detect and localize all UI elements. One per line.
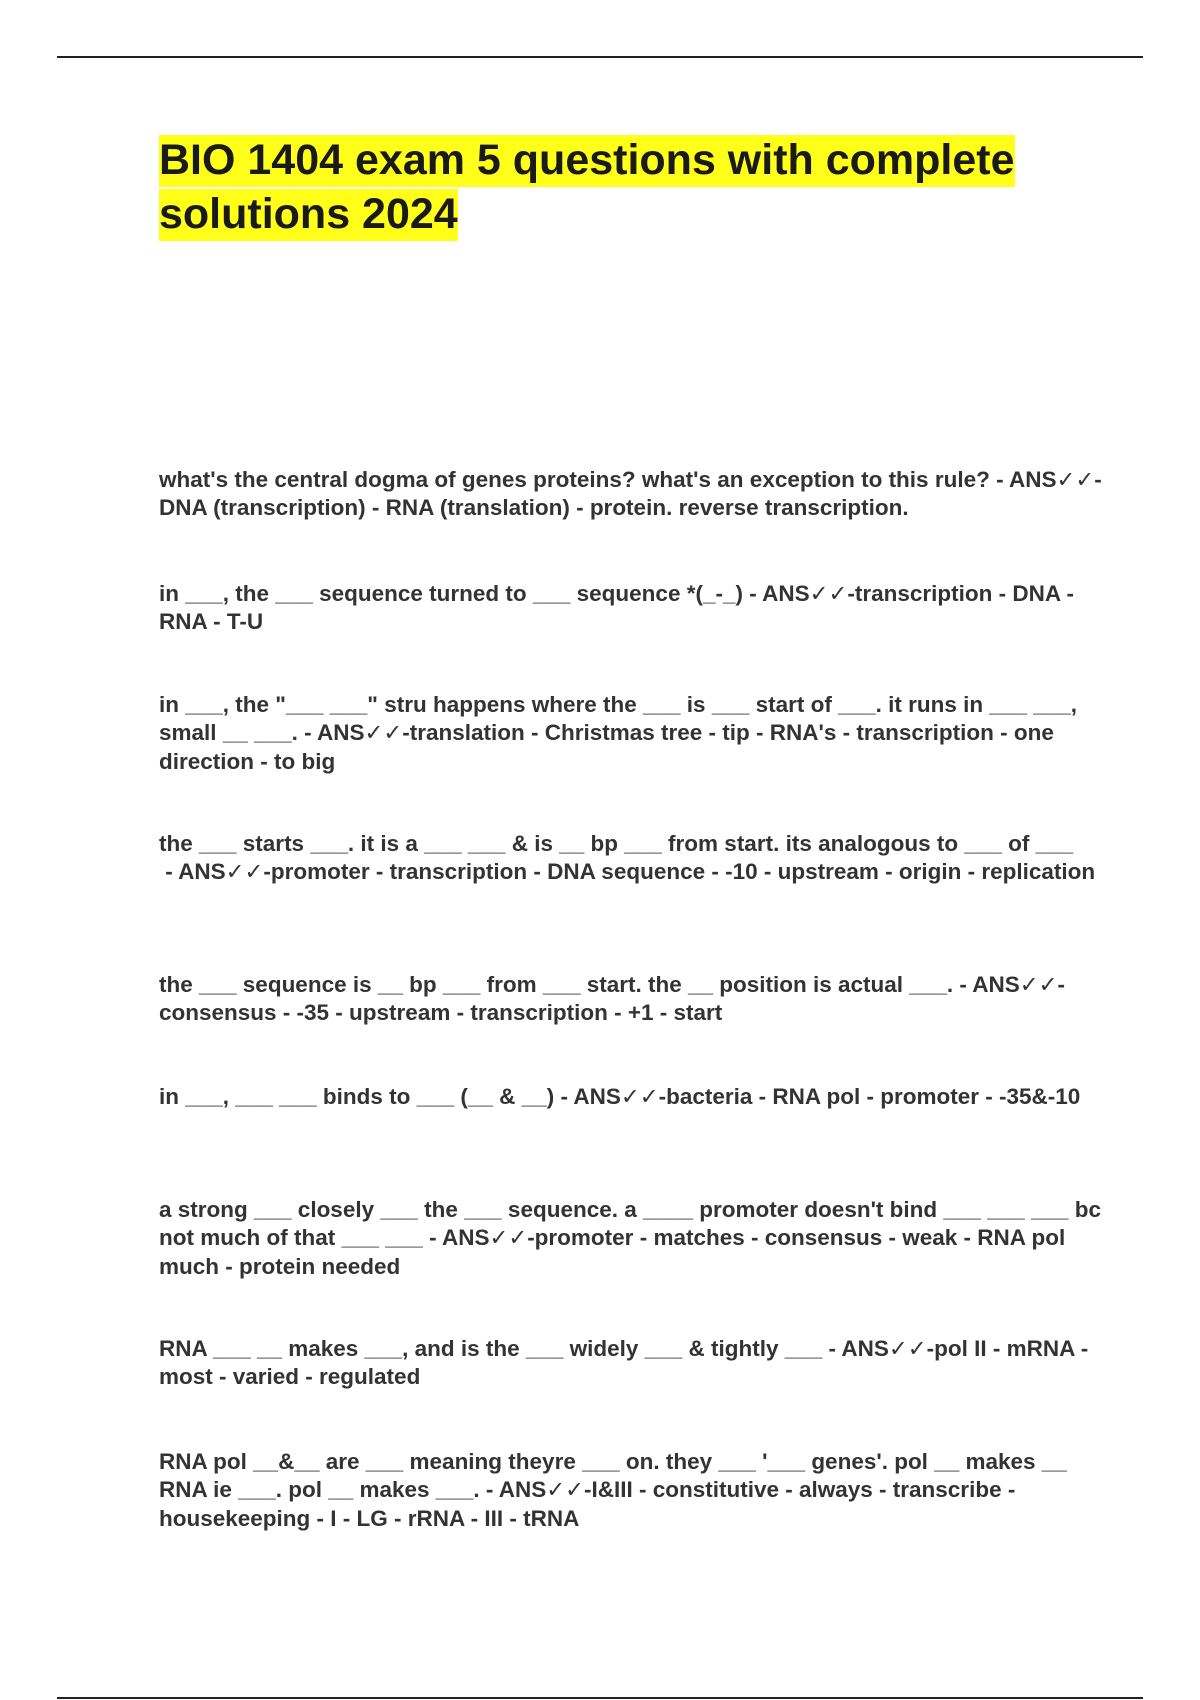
bottom-rule — [57, 1697, 1143, 1699]
document-title — [159, 133, 1119, 241]
answer-text: ANS✓✓-consensus - -35 - upstream - transcription - +1 - start — [159, 972, 1065, 1026]
qa-item-6: in ___, ___ ___ binds to ___ (__ & __) - ANS✓✓-bacteria - RNA pol - promoter - -35&-10 — [159, 1084, 1081, 1109]
answer-text: ANS✓✓-promoter - transcription - DNA sequence - -10 - upstream - origin - replication — [178, 859, 1096, 885]
question-text: a strong ___ closely ___ the ___ sequence. a ____ promoter doesn't bind ___ ___ ___ bc not much of that ___ ___ — [159, 1197, 1102, 1251]
qa-item-7: a strong ___ closely ___ the ___ sequence. a ____ promoter doesn't bind ___ ___ ___ bc not much of that ___ ___ - ANS✓✓-promoter - matches - consensus - weak - RNA pol much - protein needed — [159, 1197, 1102, 1279]
answer-text: ANS✓✓-I&III - constitutive - always - transcribe - housekeeping - I - LG - rRNA - III - tRNA — [159, 1477, 1016, 1531]
question-text: RNA ___ __ makes ___, and is the ___ widely ___ & tightly ___ — [159, 1336, 823, 1361]
answer-text: ANS✓✓-promoter - matches - consensus - weak - RNA pol much - protein needed — [159, 1225, 1066, 1279]
qa-item-4: the ___ starts ___. it is a ___ ___ & is __ bp ___ from start. its analogous to ___ of ___ - ANS✓✓-promoter - transcription - DNA sequence - -10 - upstream - origin - replication — [159, 831, 1096, 885]
qa-item-1: what's the central dogma of genes proteins? what's an exception to this rule? - ANS✓✓-DNA (transcription) - RNA (translation) - protein. reverse transcription. — [159, 467, 1102, 521]
question-text: what's the central dogma of genes proteins? what's an exception to this rule? — [159, 467, 990, 492]
answer-text: ANS✓✓-DNA (transcription) - RNA (translation) - protein. reverse transcription. — [159, 467, 1102, 521]
question-text: the ___ starts ___. it is a ___ ___ & is __ bp ___ from start. its analogous to ___ of ___ — [159, 831, 1074, 856]
title-highlight: BIO 1404 exam 5 questions with complete solutions 2024 — [159, 135, 1015, 241]
answer-text: ANS✓✓-translation - Christmas tree - tip - RNA's - transcription - one direction - to big — [159, 720, 1054, 774]
qa-item-9: RNA pol __&__ are ___ meaning theyre ___ on. they ___ '___ genes'. pol __ makes __ RNA ie ___. pol __ makes ___. - ANS✓✓-I&III - constitutive - always - transcribe - housekeeping - I - LG - rRNA - III - tRNA — [159, 1449, 1067, 1531]
qa-item-8: RNA ___ __ makes ___, and is the ___ widely ___ & tightly ___ - ANS✓✓-pol II - mRNA - most - varied - regulated — [159, 1336, 1089, 1390]
question-text: the ___ sequence is __ bp ___ from ___ start. the __ position is actual ___. — [159, 972, 954, 997]
top-rule — [57, 56, 1143, 58]
question-text: in ___, ___ ___ binds to ___ (__ & __) — [159, 1084, 555, 1109]
qa-item-3: in ___, the "___ ___" stru happens where the ___ is ___ start of ___. it runs in ___ ___, small __ ___. - ANS✓✓-translation - Christmas tree - tip - RNA's - transcription - one direction - to big — [159, 692, 1077, 774]
question-text: RNA pol __&__ are ___ meaning theyre ___ on. they ___ '___ genes'. pol __ makes __ RNA ie ___. pol __ makes ___. — [159, 1449, 1067, 1503]
qa-item-2: in ___, the ___ sequence turned to ___ sequence *(_-_) - ANS✓✓-transcription - DNA - RNA - T-U — [159, 581, 1075, 635]
qa-item-5: the ___ sequence is __ bp ___ from ___ start. the __ position is actual ___. - ANS✓✓-consensus - -35 - upstream - transcription - +1 - start — [159, 972, 1065, 1026]
question-text: in ___, the ___ sequence turned to ___ sequence *(_-_) — [159, 581, 743, 606]
answer-text: ANS✓✓-bacteria - RNA pol - promoter - -35&-10 — [573, 1084, 1081, 1109]
answer-text: ANS✓✓-pol II - mRNA - most - varied - regulated — [159, 1336, 1089, 1390]
answer-text: ANS✓✓-transcription - DNA - RNA - T-U — [159, 581, 1075, 635]
question-text: in ___, the "___ ___" stru happens where the ___ is ___ start of ___. it runs in ___ ___, small __ ___. — [159, 692, 1077, 746]
